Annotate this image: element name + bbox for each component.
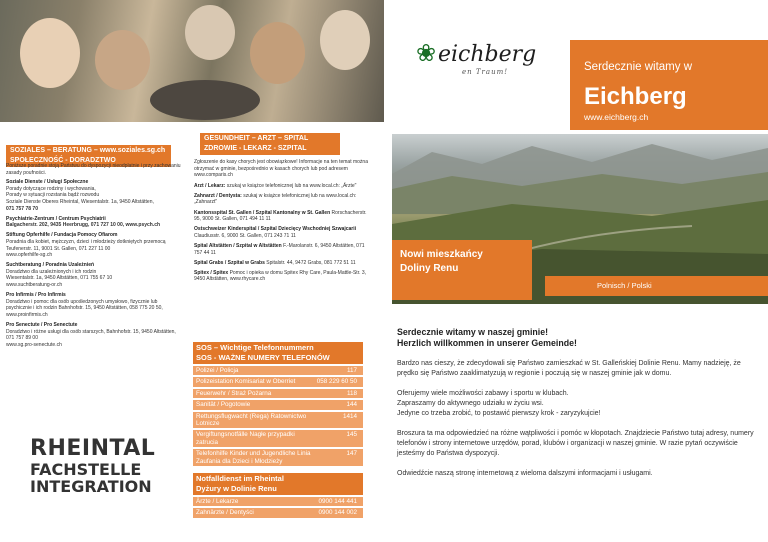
entry-title: Psychiatrie-Zentrum / Centrum Psychiatrii	[6, 215, 106, 222]
language-label: Polnisch / Polski	[597, 281, 652, 290]
phone-label: Polizei / Policja	[196, 367, 239, 374]
social-intro: Poniższe poradnie stoją Państwu do dyspozycji nieodpłatnie i przy zachowaniu zasady poufności.	[6, 163, 181, 176]
phone-number: 0900 144 441	[318, 498, 357, 506]
social-entry	[6, 322, 184, 348]
photo-person	[95, 30, 150, 90]
phone-number: 118	[346, 389, 357, 397]
phone-label: Feuerwehr / Straż Pożarna	[196, 389, 272, 397]
welcome-text	[397, 327, 759, 489]
banner-welcome: Serdecznie witamy w	[584, 61, 693, 73]
phone-row	[193, 389, 363, 398]
entry-title: Kantonsspital St. Gallen / Szpital Kantonalny w St. Gallen	[194, 209, 332, 216]
rheintal-integration-logo	[30, 438, 155, 495]
entry-title: Arzt / Lekarz:	[194, 182, 227, 189]
phone-number: 147	[346, 450, 357, 458]
newcomers-text	[400, 248, 483, 276]
entry-title: Soziale Dienste / Usługi Społeczne	[6, 179, 89, 186]
entry-title: Spitex / Spitex	[194, 269, 230, 276]
phone-label: Ärzte / Lekarze	[196, 498, 239, 506]
emergency-service-box	[193, 473, 363, 518]
phone-row	[193, 377, 363, 386]
health-list	[194, 183, 372, 283]
entry-line: Wiesentalstr. 1a, 9450 Altstätten, 071 755 67 10	[6, 275, 113, 282]
oak-leaf-icon: ❀	[416, 40, 437, 67]
paragraph-line: Broszura ta ma odpowiedzieć na różne wątpliwości i pomóc w kłopotach. Znajdziecie Państwo tutaj adresy, numery telefonów i strony internetowe urzędów, porad, klubów i organizacji w naszej gminie. W razie pytań oczywiście jesteśmy do Państwa dyspozycji.	[397, 430, 754, 457]
entry-title: Zahnarzt / Dentysta:	[194, 192, 244, 199]
health-entry	[194, 193, 372, 206]
phone-number: 1414	[342, 412, 357, 420]
paragraph-line: Odwiedźcie naszą stronę internetową z wieloma dalszymi informacjami i usługami.	[397, 470, 653, 477]
logo-line-3: INTEGRATION	[30, 477, 152, 496]
phone-row	[193, 366, 363, 375]
logo-tagline: en Traum!	[462, 68, 509, 76]
paragraph-line: Bardzo nas cieszy, że zdecydowali się Państwo zamieszkać w St. Galleńskiej Dolinie Renu. Mamy nadzieję, że prędko się Państwo zaaklimatyzują w regionie i poczują się w naszej gminie jak w domu.	[397, 360, 741, 377]
health-column	[194, 159, 372, 286]
phone-row	[193, 449, 363, 466]
health-entry	[194, 226, 372, 239]
phone-row	[193, 508, 363, 517]
entry-text: szukaj w książce telefonicznej lub na www.local.ch: „Ärzte"	[226, 182, 357, 189]
entry-line: www.sg.pro-senectute.ch	[6, 341, 62, 348]
social-heading-pl: SPOŁECZNOŚĆ - DORADZTWO	[10, 157, 116, 164]
entry-text: Pomoc i opieka w domu Spitex Rhy Care, Paula-Mattle-Str. 3, 9450 Altstätten, www.rhycare.ch	[194, 269, 367, 283]
sos-rows	[193, 366, 363, 466]
phone-label: Polizeistation Komisariat w Oberriet	[196, 378, 296, 386]
photo-person	[250, 22, 305, 84]
social-list	[6, 179, 184, 348]
photo-person	[185, 5, 235, 60]
phone-number: 145	[346, 431, 357, 439]
language-bar	[545, 276, 768, 296]
entry-line: Poradnia dla kobiet, mężczyzn, dzieci i młodzieży dotkniętych przemocą	[6, 238, 166, 245]
entry-title: Pro Senectute / Pro Senectute	[6, 321, 78, 328]
entry-text: F.-Marolanstr. 6, 9450 Altstätten, 071 757 44 11	[194, 242, 365, 256]
notf-heading-pl: Dyżury w Dolinie Renu	[196, 484, 277, 494]
entry-line: www.opferhilfe-sg.ch	[6, 252, 53, 259]
entry-line: Doradztwo dla uzależnionych i ich rodzin	[6, 268, 97, 275]
entry-line: Doradztwo i pomoc dla osób upośledzonych umysłowo, fizycznie lub psychicznie i ich rodzin Bahnhofstr. 15, 9450 Altstätten, 058 775 20 50, www.proinfirmis.ch	[6, 298, 163, 318]
entry-text: Spitalstr. 44, 9472 Grabs, 081 772 51 11	[266, 259, 356, 266]
logo-line-1: RHEINTAL	[30, 436, 156, 461]
entry-title: Spital Grabs / Szpital w Grabs	[194, 259, 267, 266]
phone-label: Zahnärzte / Dentyści	[196, 509, 254, 517]
logo-name: eichberg	[438, 42, 537, 67]
health-heading	[200, 133, 340, 155]
paragraph-line: Zapraszamy do aktywnego udziału w życiu wsi.	[397, 400, 544, 407]
social-entry	[6, 179, 184, 212]
entry-text: Claudiusstr. 6, 9000 St. Gallen, 071 243 71 11	[194, 232, 296, 239]
banner-url[interactable]: www.eichberg.ch	[584, 112, 649, 122]
entry-title: Suchtberatung / Poradnia Uzależnień	[6, 262, 95, 269]
entry-line: Teufenerstr. 11, 9001 St. Gallen, 071 227 11 00	[6, 245, 111, 252]
entry-contact: Balgacherstr. 202, 9435 Heerbrugg, 071 727 10 00, www.psych.ch	[6, 222, 161, 229]
welcome-paragraph	[397, 429, 759, 459]
phone-row	[193, 412, 363, 429]
phone-number: 144	[346, 401, 357, 409]
sos-heading	[193, 342, 363, 364]
social-heading-de: SOZIALES – BERATUNG – www.soziales.sg.ch	[10, 147, 166, 154]
paragraph-line: Oferujemy wiele możliwości zabawy i sportu w klubach.	[397, 390, 569, 397]
entry-contact: 071 757 78 70	[6, 205, 38, 212]
photo-person	[20, 18, 80, 88]
phone-row	[193, 497, 363, 506]
greeting	[397, 327, 759, 349]
logo-line-2: FACHSTELLE	[30, 460, 142, 479]
people-photo	[0, 0, 384, 122]
entry-text: Rorschacherstr. 95, 9000 St. Gallen, 071 494 11 11	[194, 209, 367, 223]
entry-text: szukaj w książce telefonicznej lub na www.local.ch: „Zahnarzt"	[194, 192, 357, 206]
phone-label: Vergiftungsnotfälle Nagłe przypadki zatrucia	[196, 431, 295, 446]
health-entry	[194, 183, 372, 190]
sos-heading-de: SOS – Wichtige Telefonnummern	[196, 343, 314, 352]
health-intro: Zgłoszenie do kasy chorych jest obowiązkowe! Informacje na ten temat można otrzymać w gminie, bezpośrednio w kasach chorych lub pod adresem www.comparis.ch	[194, 159, 368, 179]
banner-title: Eichberg	[584, 83, 687, 110]
social-column	[6, 163, 184, 352]
newcomers-line-2: Doliny Renu	[400, 263, 459, 274]
phone-label: Sanität / Pogotowie	[196, 401, 251, 409]
phone-number: 058 229 60 50	[316, 378, 357, 386]
entry-line: Porady dotyczące rodziny i wychowania,	[6, 185, 96, 192]
notf-heading-de: Notfalldienst im Rheintal	[196, 474, 284, 484]
health-entry	[194, 243, 372, 256]
entry-line: Soziale Dienste Oberes Rheintal, Wiesentalstr. 1a, 9450 Altstätten,	[6, 198, 154, 205]
entry-title: Ostschweizer Kinderspital / Szpital Dziecięcy Wschodniej Szwajcarii	[194, 226, 356, 233]
photo-person	[320, 10, 370, 70]
social-entry	[6, 262, 184, 288]
phone-label: Telefonhilfe Kinder und Jugendliche Linia Zaufania dla Dzieci i Młodzieży	[196, 450, 311, 465]
social-entry	[6, 232, 184, 258]
eichberg-logo	[412, 40, 537, 80]
newcomers-line-1: Nowi mieszkańcy	[400, 249, 483, 260]
newcomers-box	[392, 240, 532, 300]
notf-heading	[193, 473, 363, 495]
welcome-paragraph	[397, 469, 759, 479]
photo-table	[150, 80, 260, 120]
health-heading-de: GESUNDHEIT – ARZT – SPITAL	[204, 135, 309, 142]
phone-row	[193, 430, 363, 447]
health-entry	[194, 210, 372, 223]
greeting-de: Herzlich willkommen in unserer Gemeinde!	[397, 338, 577, 348]
health-entry	[194, 260, 372, 267]
sos-box	[193, 342, 363, 518]
entry-line: Doradztwo i różne usługi dla osób starszych, Bahnhofstr. 15, 9450 Altstätten, 071 757 89 00	[6, 328, 176, 342]
sos-heading-pl: SOS - WAŻNE NUMERY TELEFONÓW	[196, 353, 330, 362]
greeting-pl: Serdecznie witamy w naszej gminie!	[397, 327, 549, 337]
welcome-paragraph	[397, 359, 759, 379]
welcome-paragraph	[397, 389, 759, 419]
paragraph-line: Jedyne co trzeba zrobić, to postawić pierwszy krok - zaryzykujcie!	[397, 410, 601, 417]
entry-title: Pro Infirmis / Pro Infirmis	[6, 292, 66, 299]
entry-line: www.suchtberatung-or.ch	[6, 282, 63, 288]
notf-rows	[193, 497, 363, 518]
entry-line: Porady w sytuacji rozstania bądź rozwodu	[6, 192, 100, 199]
social-entry	[6, 292, 184, 318]
entry-title: Spital Altstätten / Szpital w Altstätten	[194, 242, 284, 249]
welcome-paragraphs	[397, 359, 759, 479]
health-entry	[194, 270, 372, 283]
entry-title: Stiftung Opferhilfe / Fundacja Pomocy Ofiarom	[6, 232, 118, 239]
health-heading-pl: ZDROWIE - LEKARZ - SZPITAL	[204, 145, 307, 152]
phone-label: Rettungsflugwacht (Rega) Ratownictwo Lotnicze	[196, 412, 307, 428]
welcome-banner	[570, 40, 768, 130]
social-entry	[6, 216, 184, 229]
phone-number: 0900 144 002	[318, 509, 357, 517]
phone-row	[193, 400, 363, 409]
phone-number: 117	[346, 367, 357, 374]
